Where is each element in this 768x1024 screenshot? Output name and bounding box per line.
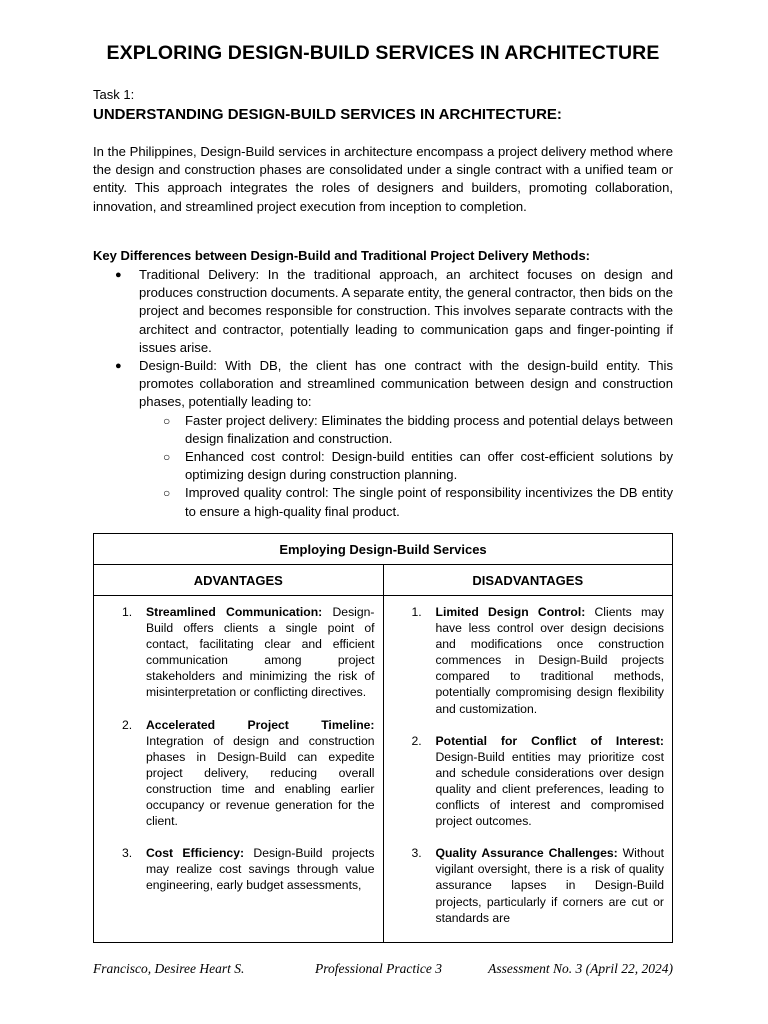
bullet-icon: ● <box>115 269 122 281</box>
item-number: 1. <box>122 605 133 619</box>
circle-bullet-icon: ○ <box>163 450 171 465</box>
item-heading: Limited Design Control: <box>435 605 586 619</box>
item-number: 1. <box>411 605 422 619</box>
item-text: Without vigilant oversight, there is a risk of quality assurance lapses in Design-Build projects, particularly if corners are cut or standards are <box>435 846 664 925</box>
advantages-cell <box>94 596 384 943</box>
item-number: 2. <box>411 733 422 748</box>
advantage-item <box>94 604 375 701</box>
disadvantages-header: DISADVANTAGES <box>383 565 673 596</box>
section-heading: UNDERSTANDING DESIGN-BUILD SERVICES IN ARCHITECTURE: <box>93 106 562 123</box>
footer-course: Professional Practice 3 <box>315 961 442 976</box>
item-heading: Cost Efficiency: <box>146 846 245 861</box>
item-text: Design-Build offers clients a single point of contact, facilitating clear and efficient communication among project stakeholders and minimizing the risk of misinterpretation or conflicting directives. <box>146 605 375 700</box>
sub-list-item-text: Improved quality control: The single point of responsibility incentivizes the DB entity to ensure a high-quality final product. <box>185 485 673 519</box>
disadvantages-cell <box>383 596 673 943</box>
item-text: Design-Build entities may prioritize cost and schedule considerations over design quality and client preferences, leading to conflicts of interest and compromised project outcomes. <box>435 749 664 829</box>
item-text: Clients may have less control over design decisions and modifications once construction commences in Design-Build projects compared to traditional methods, potentially compromising design flexibility and customization. <box>435 605 664 716</box>
disadvantage-item <box>384 604 665 717</box>
disadvantage-item <box>384 845 665 925</box>
item-number: 3. <box>122 846 133 861</box>
document-title: EXPLORING DESIGN-BUILD SERVICES IN ARCHITECTURE <box>106 42 660 64</box>
item-number: 2. <box>122 717 133 732</box>
sub-list-item-text: Enhanced cost control: Design-build entities can offer cost-efficient solutions by optimizing design during construction planning. <box>185 449 673 483</box>
bullet-icon: ● <box>115 360 122 373</box>
list-item <box>93 266 673 357</box>
item-heading: Accelerated Project Timeline: <box>146 717 375 732</box>
circle-bullet-icon: ○ <box>163 413 171 428</box>
item-text: Design-Build projects may realize cost savings through value engineering, early budget assessments, <box>146 846 375 893</box>
item-heading: Potential for Conflict of Interest: <box>435 733 664 748</box>
intro-paragraph: In the Philippines, Design-Build services in architecture encompass a project delivery method where the design and construction phases are consolidated under a single contract with a unified team or entity. This approach integrates the roles of designers and builders, promoting collaboration, innovation, and streamlined project execution from inception to completion. <box>93 144 673 214</box>
footer-assessment: Assessment No. 3 (April 22, 2024) <box>488 961 673 976</box>
item-heading: Streamlined Communication: <box>146 605 323 619</box>
key-differences-heading: Key Differences between Design-Build and Traditional Project Delivery Methods: <box>93 248 591 263</box>
advantage-item <box>94 717 375 830</box>
table-title: Employing Design-Build Services <box>94 534 673 565</box>
item-heading: Quality Assurance Challenges: <box>435 846 618 861</box>
sub-list-item <box>93 448 673 484</box>
circle-bullet-icon: ○ <box>163 486 171 501</box>
advantages-header: ADVANTAGES <box>94 565 384 596</box>
differences-list <box>93 266 673 521</box>
design-build-table <box>93 533 673 943</box>
sub-list-item-text: Faster project delivery: Eliminates the bidding process and potential delays between design finalization and construction. <box>185 412 673 446</box>
sub-list-item <box>93 484 673 520</box>
footer-author: Francisco, Desiree Heart S. <box>93 961 245 976</box>
list-item-text: Traditional Delivery: In the traditional approach, an architect focuses on design and produces construction documents. A separate entity, the general contractor, then bids on the project and becomes responsible for construction. This involves separate contracts with the architect and contractor, potentially leading to communication gaps and finger-pointing if issues arise. <box>139 267 673 355</box>
disadvantage-item <box>384 733 665 830</box>
sub-list-item <box>93 412 673 448</box>
advantage-item <box>94 845 375 893</box>
list-item-text: Design-Build: With DB, the client has one contract with the design-build entity. This promotes collaboration and streamlined communication between design and construction phases, potentially leading to: <box>139 358 673 410</box>
item-text: Integration of design and construction phases in Design-Build can expedite project delivery, reducing overall construction time and enabling earlier occupancy or revenue generation for the client. <box>146 733 375 829</box>
item-number: 3. <box>411 846 422 861</box>
list-item <box>93 357 673 412</box>
task-label: Task 1: <box>93 87 135 102</box>
